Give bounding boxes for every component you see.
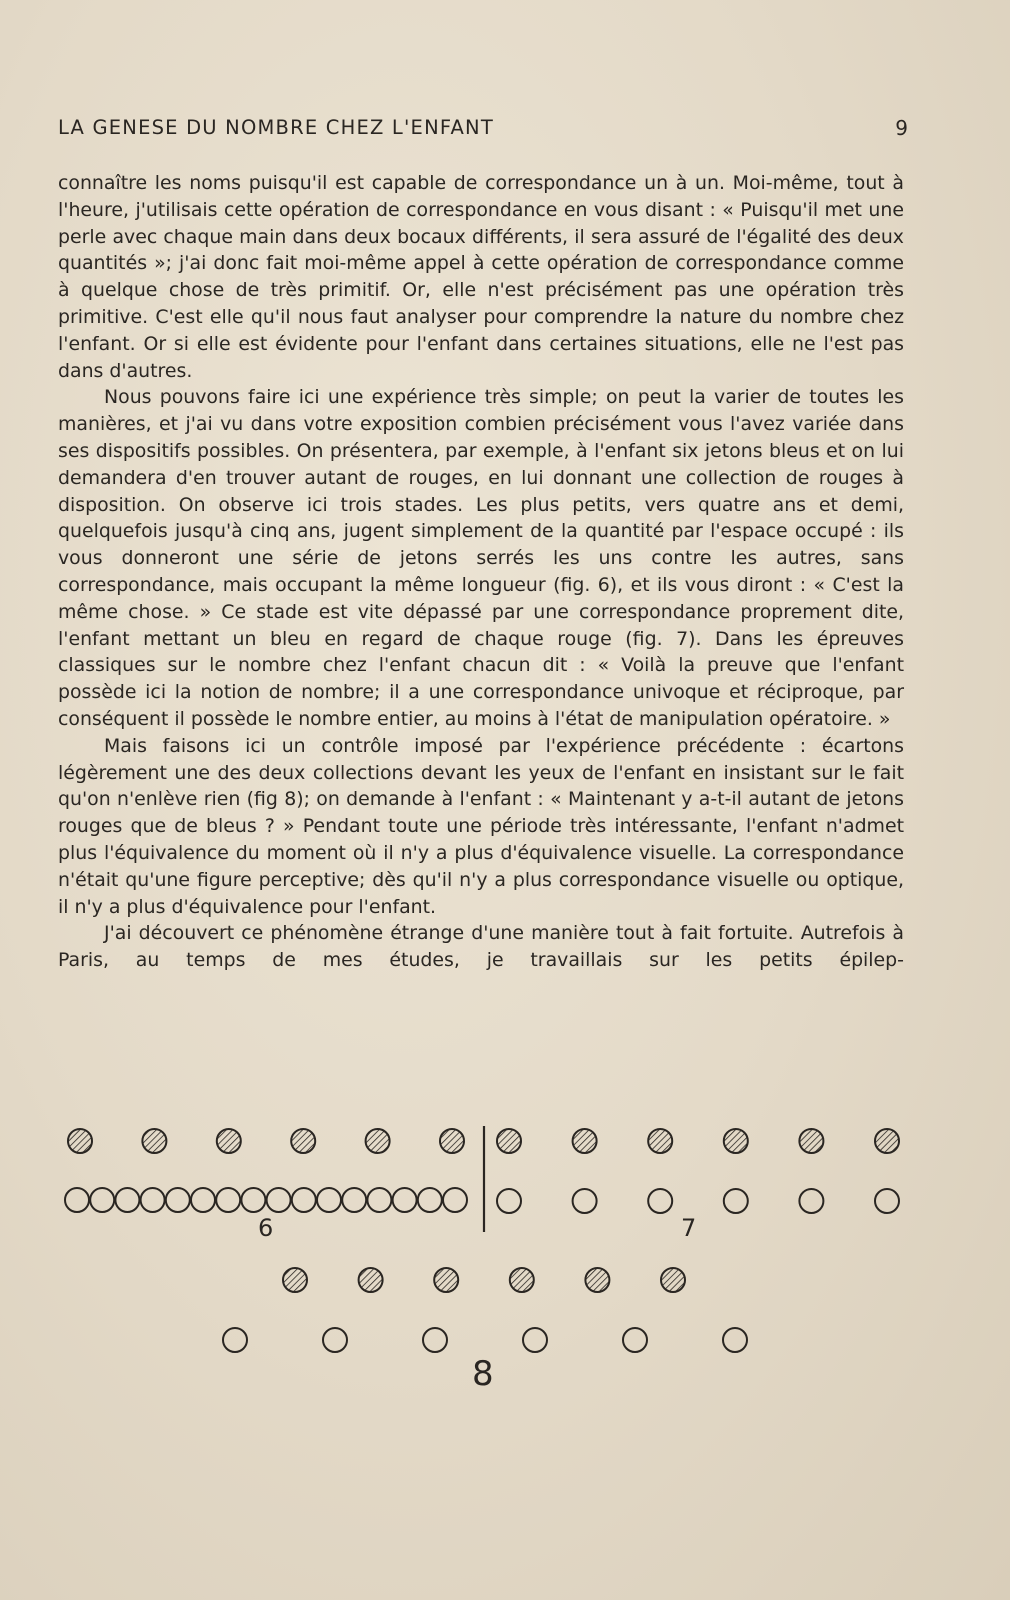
open-token	[573, 1189, 597, 1213]
open-token	[367, 1188, 391, 1212]
open-token	[166, 1188, 190, 1212]
hatched-token	[648, 1129, 672, 1153]
running-head	[58, 116, 908, 146]
open-token	[115, 1188, 139, 1212]
figure-6-label: 6	[258, 1214, 274, 1242]
open-token	[90, 1188, 114, 1212]
open-token	[648, 1189, 672, 1213]
open-token	[443, 1188, 467, 1212]
hatched-token	[875, 1129, 899, 1153]
open-token	[323, 1328, 347, 1352]
open-token	[191, 1188, 215, 1212]
paragraph: J'ai découvert ce phénomène étrange d'une manière tout à fait fortuite. Autrefois à Paris, au temps de mes études, je travaillais sur les petits épilep-	[58, 922, 904, 972]
open-token	[724, 1189, 748, 1213]
hatched-token	[434, 1268, 458, 1292]
open-token	[723, 1328, 747, 1352]
open-token	[292, 1188, 316, 1212]
body-text	[58, 170, 904, 974]
page-number: 9	[895, 116, 908, 140]
hatched-token	[440, 1129, 464, 1153]
open-token	[342, 1188, 366, 1212]
hatched-token	[68, 1129, 92, 1153]
open-token	[216, 1188, 240, 1212]
open-token	[65, 1188, 89, 1212]
hatched-token	[661, 1268, 685, 1292]
paragraph: connaître les noms puisqu'il est capable de correspondance un à un. Moi-même, tout à l'heure, j'utilisais cette opération de correspondance en vous disant : « Puisqu'il met une perle avec chaque main dans deux bocaux différents, il sera assuré de l'égalité des deux quantités »; j'ai donc fait moi-même appel à cette opération de correspondance comme à quelque chose de très primitif. Or, elle n'est précisément pas une opération très primitive. C'est elle qu'il nous faut analyser pour comprendre la nature du nombre chez l'enfant. Or si elle est évidente pour l'enfant dans certaines situations, elle ne l'est pas dans d'autres.	[58, 172, 904, 382]
open-token	[418, 1188, 442, 1212]
hatched-token	[359, 1268, 383, 1292]
open-token	[267, 1188, 291, 1212]
hatched-token	[217, 1129, 241, 1153]
hatched-token	[291, 1129, 315, 1153]
open-token	[523, 1328, 547, 1352]
hatched-token	[142, 1129, 166, 1153]
open-token	[223, 1328, 247, 1352]
hatched-token	[283, 1268, 307, 1292]
open-token	[393, 1188, 417, 1212]
figure-8-label: 8	[472, 1354, 494, 1394]
hatched-token	[497, 1129, 521, 1153]
open-token	[317, 1188, 341, 1212]
hatched-token	[366, 1129, 390, 1153]
hatched-token	[510, 1268, 534, 1292]
paragraph: Nous pouvons faire ici une expérience très simple; on peut la varier de toutes les manières, et j'ai vu dans votre exposition combien précisément vous l'avez variée dans ses dispositifs possibles. On présentera, par exemple, à l'enfant six jetons bleus et on lui demandera d'en trouver autant de rouges, en lui donnant une collection de rouges à disposition. On observe ici trois stades. Les plus petits, vers quatre ans et demi, quelquefois jusqu'à cinq ans, jugent simplement de la quantité par l'espace occupé : ils vous donneront une série de jetons serrés les uns contre les autres, sans correspondance, mais occupant la même longueur (fig. 6), et ils vous diront : « C'est la même chose. » Ce stade est vite dépassé par une correspondance proprement dite, l'enfant mettant un bleu en regard de chaque rouge (fig. 7). Dans les épreuves classiques sur le nombre chez l'enfant chacun dit : « Voilà la preuve que l'enfant possède ici la notion de nombre; il a une correspondance univoque et réciproque, par conséquent il possède le nombre entier, au moins à l'état de manipulation opératoire. »	[58, 386, 904, 730]
paragraph: Mais faisons ici un contrôle imposé par l'expérience précédente : écartons légèrement une des deux collections devant les yeux de l'enfant en insistant sur le fait qu'on n'enlève rien (fig 8); on demande à l'enfant : « Maintenant y a-t-il autant de jetons rouges que de bleus ? » Pendant toute une période très intéressante, l'enfant n'admet plus l'équivalence du moment où il n'y a plus d'équivalence visuelle. La correspondance n'était qu'une figure perceptive; dès qu'il n'y a plus correspondance visuelle ou optique, il n'y a plus d'équivalence pour l'enfant.	[58, 734, 904, 918]
open-token	[497, 1189, 521, 1213]
hatched-token	[799, 1129, 823, 1153]
open-token	[799, 1189, 823, 1213]
open-token	[141, 1188, 165, 1212]
figure-drawing	[65, 1126, 899, 1352]
open-token	[875, 1189, 899, 1213]
hatched-token	[724, 1129, 748, 1153]
open-token	[423, 1328, 447, 1352]
figure-7-label: 7	[681, 1214, 697, 1242]
hatched-token	[573, 1129, 597, 1153]
open-token	[623, 1328, 647, 1352]
open-token	[241, 1188, 265, 1212]
running-title: LA GENESE DU NOMBRE CHEZ L'ENFANT	[58, 116, 494, 139]
hatched-token	[585, 1268, 609, 1292]
